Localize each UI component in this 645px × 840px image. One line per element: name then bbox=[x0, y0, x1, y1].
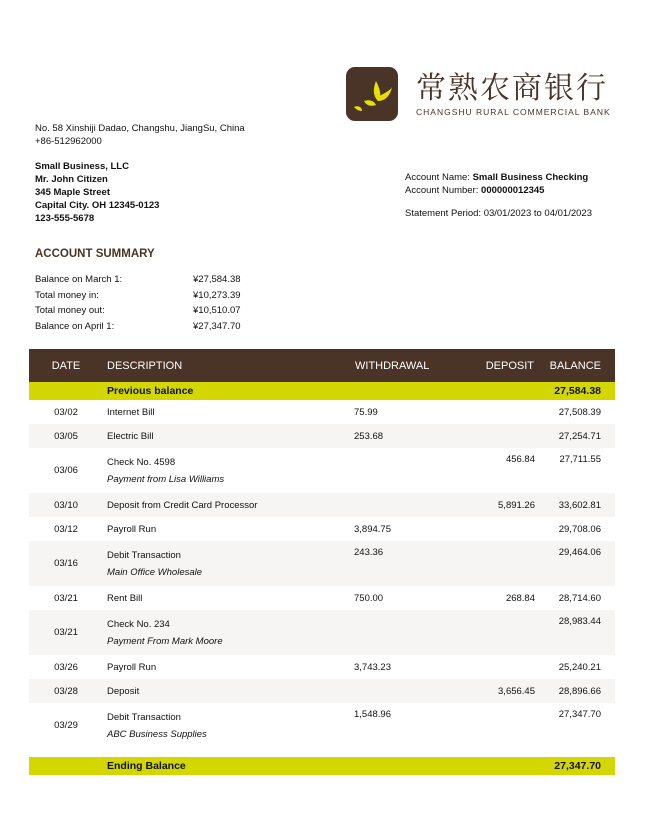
row-balance: 27,347.70 bbox=[558, 709, 601, 720]
row-description: Check No. 4598 bbox=[107, 456, 176, 468]
row-memo: Payment from Lisa Williams bbox=[107, 473, 225, 485]
row-withdrawal bbox=[354, 448, 456, 493]
row-description: Deposit bbox=[107, 685, 140, 697]
previous-balance-value: 27,584.38 bbox=[535, 382, 615, 400]
table-row bbox=[29, 424, 615, 448]
ending-balance-label: Ending Balance bbox=[103, 757, 354, 775]
customer-address bbox=[35, 160, 159, 225]
address-line: No. 58 Xinshiji Dadao, Changshu, JiangSu, China bbox=[35, 123, 245, 134]
row-deposit bbox=[456, 655, 535, 679]
row-withdrawal bbox=[354, 679, 456, 703]
bank-phone: +86-512962000 bbox=[35, 136, 102, 147]
row-memo: Main Office Wholesale bbox=[107, 566, 203, 578]
row-withdrawal: 243.36 bbox=[354, 541, 456, 586]
customer-line: 345 Maple Street bbox=[35, 187, 110, 198]
row-date: 03/05 bbox=[29, 424, 103, 448]
row-description: Check No. 234 bbox=[107, 618, 170, 630]
statement-period: Statement Period: 03/01/2023 to 04/01/2023 bbox=[405, 208, 592, 219]
summary-label: Balance on April 1: bbox=[35, 320, 115, 332]
row-withdrawal: 253.68 bbox=[354, 424, 456, 448]
bank-logo bbox=[346, 67, 611, 121]
row-balance: 33,602.81 bbox=[535, 493, 615, 517]
row-balance: 28,896.66 bbox=[535, 679, 615, 703]
birds-logo-icon bbox=[346, 67, 398, 121]
row-date: 03/21 bbox=[29, 610, 103, 655]
row-balance: 25,240.21 bbox=[558, 661, 601, 673]
row-balance: 28,714.60 bbox=[558, 592, 601, 604]
row-balance: 28,983.44 bbox=[535, 610, 615, 655]
customer-line: Mr. John Citizen bbox=[35, 174, 108, 185]
row-withdrawal: 750.00 bbox=[354, 592, 384, 604]
summary-value: ¥10,273.39 bbox=[193, 289, 241, 301]
account-summary bbox=[35, 272, 241, 334]
row-withdrawal bbox=[354, 610, 456, 655]
previous-balance-row bbox=[29, 382, 615, 400]
row-date: 03/21 bbox=[54, 592, 78, 604]
row-date: 03/29 bbox=[54, 720, 78, 731]
summary-value: ¥27,584.38 bbox=[193, 274, 241, 286]
row-description: Rent Bill bbox=[107, 592, 143, 604]
table-header bbox=[29, 349, 615, 382]
row-balance: 27,254.71 bbox=[535, 424, 615, 448]
row-date: 03/12 bbox=[54, 523, 78, 535]
table-row bbox=[29, 679, 615, 703]
table-row bbox=[29, 400, 615, 424]
transactions-table bbox=[29, 349, 615, 775]
row-deposit bbox=[456, 517, 535, 541]
row-description: Deposit from Credit Card Processor bbox=[107, 499, 258, 511]
summary-value: ¥10,510.07 bbox=[193, 305, 241, 317]
row-balance: 29,464.06 bbox=[535, 541, 615, 586]
summary-title: ACCOUNT SUMMARY bbox=[35, 248, 155, 260]
row-withdrawal bbox=[354, 493, 456, 517]
account-name: Account Name: Small Business Checking bbox=[405, 172, 589, 183]
row-deposit: 268.84 bbox=[505, 592, 535, 604]
row-date: 03/16 bbox=[29, 541, 103, 586]
row-memo: Payment From Mark Moore bbox=[107, 635, 223, 647]
row-deposit: 3,656.45 bbox=[456, 679, 535, 703]
summary-row bbox=[35, 272, 241, 288]
table-row bbox=[29, 655, 615, 679]
summary-value: ¥27,347.70 bbox=[193, 320, 241, 332]
row-deposit: 456.84 bbox=[505, 454, 535, 465]
summary-label: Total money out: bbox=[35, 305, 105, 317]
row-deposit: 5,891.26 bbox=[456, 493, 535, 517]
ending-balance-row bbox=[29, 757, 615, 775]
row-balance: 29,708.06 bbox=[558, 523, 601, 535]
customer-line: Small Business, LLC bbox=[35, 161, 129, 172]
customer-line: Capital City. OH 12345-0123 bbox=[35, 200, 160, 211]
summary-row bbox=[35, 288, 241, 304]
row-withdrawal: 3,894.75 bbox=[354, 523, 391, 535]
row-description: Debit Transaction bbox=[107, 549, 181, 561]
row-description: Electric Bill bbox=[107, 430, 154, 442]
row-balance: 27,711.55 bbox=[559, 454, 601, 465]
row-deposit bbox=[456, 400, 535, 424]
row-description: Debit Transaction bbox=[107, 711, 181, 723]
header-date: DATE bbox=[29, 349, 103, 382]
table-row bbox=[29, 610, 615, 655]
table-row bbox=[29, 586, 615, 610]
table-row bbox=[29, 517, 615, 541]
table-row bbox=[29, 448, 615, 493]
bank-name-en: CHANGSHU RURAL COMMERCIAL BANK bbox=[416, 106, 611, 117]
header-withdrawal: WITHDRAWAL bbox=[354, 349, 456, 382]
bank-address bbox=[35, 122, 245, 148]
row-memo: ABC Business Supplies bbox=[107, 728, 207, 740]
summary-label: Total money in: bbox=[35, 289, 99, 301]
row-date: 03/06 bbox=[54, 465, 78, 476]
header-balance: BALANCE bbox=[535, 349, 615, 382]
header-description: DESCRIPTION bbox=[103, 349, 354, 382]
summary-row bbox=[35, 303, 241, 319]
row-date: 03/10 bbox=[29, 493, 103, 517]
bank-name-cn: 常熟农商银行 bbox=[416, 70, 608, 106]
table-row bbox=[29, 493, 615, 517]
row-withdrawal: 1,548.96 bbox=[354, 709, 391, 720]
row-date: 03/28 bbox=[29, 679, 103, 703]
row-deposit bbox=[456, 703, 535, 748]
row-withdrawal: 3,743.23 bbox=[354, 661, 391, 673]
ending-balance-value: 27,347.70 bbox=[535, 757, 615, 775]
header-deposit: DEPOSIT bbox=[456, 349, 535, 382]
row-date: 03/02 bbox=[54, 406, 78, 418]
summary-row bbox=[35, 319, 241, 335]
summary-label: Balance on March 1: bbox=[35, 274, 123, 286]
previous-balance-label: Previous balance bbox=[103, 382, 354, 400]
row-deposit bbox=[456, 541, 535, 586]
account-number: Account Number: 000000012345 bbox=[405, 185, 545, 196]
account-info bbox=[405, 171, 592, 220]
table-row bbox=[29, 703, 615, 748]
row-description: Internet Bill bbox=[107, 406, 155, 418]
row-balance: 27,508.39 bbox=[558, 406, 601, 418]
row-deposit bbox=[456, 424, 535, 448]
row-date: 03/26 bbox=[54, 661, 78, 673]
table-row bbox=[29, 541, 615, 586]
customer-line: 123-555-5678 bbox=[35, 213, 95, 224]
row-description: Payroll Run bbox=[107, 661, 157, 673]
row-deposit bbox=[456, 610, 535, 655]
row-description: Payroll Run bbox=[107, 523, 157, 535]
row-withdrawal: 75.99 bbox=[354, 406, 378, 418]
